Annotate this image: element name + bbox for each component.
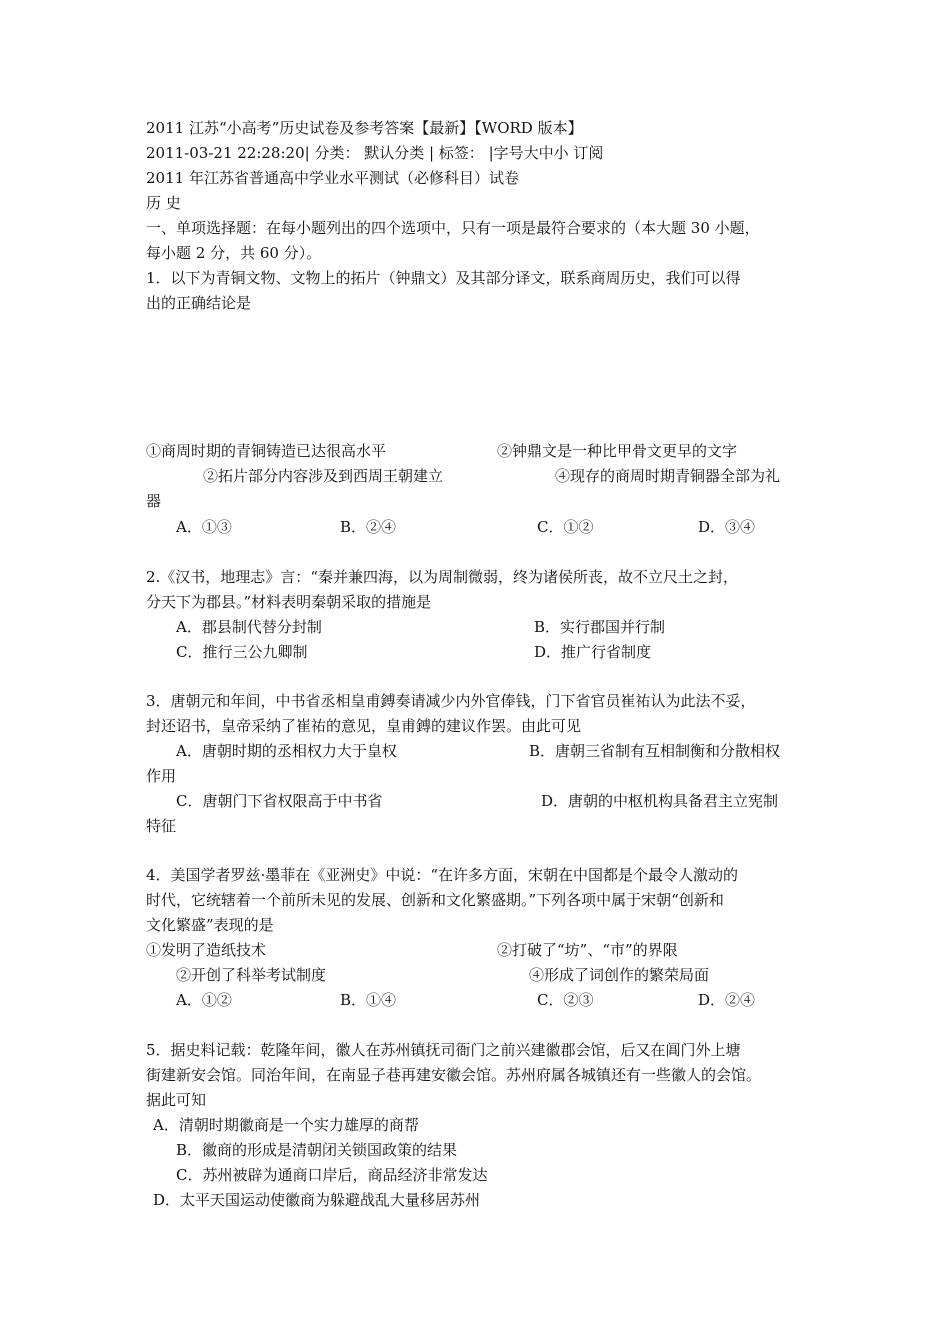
exam-title: 2011 年江苏省普通高中学业水平测试（必修科目）试卷 (146, 169, 519, 187)
section-instructions-cont: 每小题 2 分，共 60 分）。 (146, 244, 322, 262)
question-4-option-a: A．①② (176, 991, 232, 1009)
question-1-statement-1: ①商周时期的青铜铸造已达很高水平 (146, 442, 387, 460)
question-2-option-d: D．推广行省制度 (534, 643, 652, 661)
question-1-stem-cont: 出的正确结论是 (146, 294, 252, 312)
question-1-stem: 1．以下为青铜文物、文物上的拓片（钟鼎文）及其部分译文，联系商周历史，我们可以得 (146, 269, 741, 287)
question-1-statement-3: ②拓片部分内容涉及到西周王朝建立 (203, 467, 444, 485)
question-4-statement-2: ②打破了“坊”、“市”的界限 (497, 941, 678, 959)
question-4-statement-4: ④形成了词创作的繁荣局面 (529, 966, 710, 984)
question-4-statement-1: ①发明了造纸技术 (146, 941, 267, 959)
question-4-stem: 4．美国学者罗兹·墨菲在《亚洲史》中说：“在许多方面，宋朝在中国都是个最令人激动的 (146, 866, 738, 884)
question-1-statement-4: ④现存的商周时期青铜器全部为礼 (555, 467, 781, 485)
section-instructions: 一、单项选择题：在每小题列出的四个选项中，只有一项是最符合要求的（本大题 30 小题， (146, 219, 760, 237)
question-1-statement-2: ②钟鼎文是一种比甲骨文更早的文字 (497, 442, 738, 460)
question-1-option-b: B．②④ (340, 518, 397, 536)
subject-heading: 历 史 (146, 194, 181, 212)
question-5-option-a: A．清朝时期徽商是一个实力雄厚的商帮 (153, 1116, 419, 1134)
question-3-stem: 3．唐朝元和年间，中书省丞相皇甫鎛奏请减少内外官俸钱，门下省官员崔祐认为此法不妥， (146, 692, 756, 710)
question-3-stem-cont: 封还诏书，皇帝采纳了崔祐的意见，皇甫鎛的建议作罢。由此可见 (146, 717, 582, 735)
question-2-option-a: A．郡县制代替分封制 (176, 618, 322, 636)
question-4-stem-cont-2: 文化繁盛”表现的是 (146, 916, 274, 934)
question-2-option-c: C．推行三公九卿制 (176, 643, 308, 661)
question-5-stem: 5．据史料记载：乾隆年间，徽人在苏州镇抚司衙门之前兴建徽郡会馆，后又在阊门外上塘 (146, 1041, 741, 1059)
question-5-option-b: B．徽商的形成是清朝闭关锁国政策的结果 (176, 1141, 458, 1159)
question-2-stem: 2.《汉书，地理志》言：“秦并兼四海，以为周制微弱，终为诸侯所丧，故不立尺土之封， (146, 568, 738, 586)
question-5-option-d: D．太平天国运动使徽商为躲避战乱大量移居苏州 (153, 1191, 481, 1209)
question-5-stem-cont-2: 据此可知 (146, 1091, 207, 1109)
question-3-option-b-cont: 作用 (146, 767, 177, 785)
question-3-option-a: A．唐朝时期的丞相权力大于皇权 (176, 742, 397, 760)
document-title: 2011 江苏“小高考”历史试卷及参考答案【最新】【WORD 版本】 (146, 119, 583, 137)
question-1-option-d: D．③④ (698, 518, 756, 536)
question-4-option-d: D．②④ (698, 991, 756, 1009)
question-3-option-d: D．唐朝的中枢机构具备君主立宪制 (541, 792, 779, 810)
question-4-statement-3: ②开创了科举考试制度 (176, 966, 327, 984)
question-2-option-b: B．实行郡国并行制 (534, 618, 666, 636)
post-meta: 2011-03-21 22:28:20| 分类： 默认分类 | 标签： |字号大中小 订阅 (146, 144, 604, 162)
question-3-option-c: C．唐朝门下省权限高于中书省 (176, 792, 383, 810)
question-4-option-c: C．②③ (537, 991, 594, 1009)
question-5-option-c: C．苏州被辟为通商口岸后，商品经济非常发达 (176, 1166, 488, 1184)
question-5-stem-cont: 街建新安会馆。同治年间，在南显子巷再建安徽会馆。苏州府属各城镇还有一些徽人的会馆。 (146, 1066, 762, 1084)
question-1-option-a: A．①③ (176, 518, 232, 536)
question-1-statement-4-cont: 器 (146, 492, 162, 510)
question-3-option-d-cont: 特征 (146, 817, 177, 835)
question-3-option-b: B．唐朝三省制有互相制衡和分散相权 (529, 742, 781, 760)
question-1-option-c: C．①② (537, 518, 594, 536)
question-4-option-b: B．①④ (340, 991, 397, 1009)
question-2-stem-cont: 分天下为郡县。”材料表明秦朝采取的措施是 (146, 593, 432, 611)
question-4-stem-cont: 时代，它统辖着一个前所未见的发展、创新和文化繁盛期。”下列各项中属于宋朝“创新和 (146, 891, 724, 909)
